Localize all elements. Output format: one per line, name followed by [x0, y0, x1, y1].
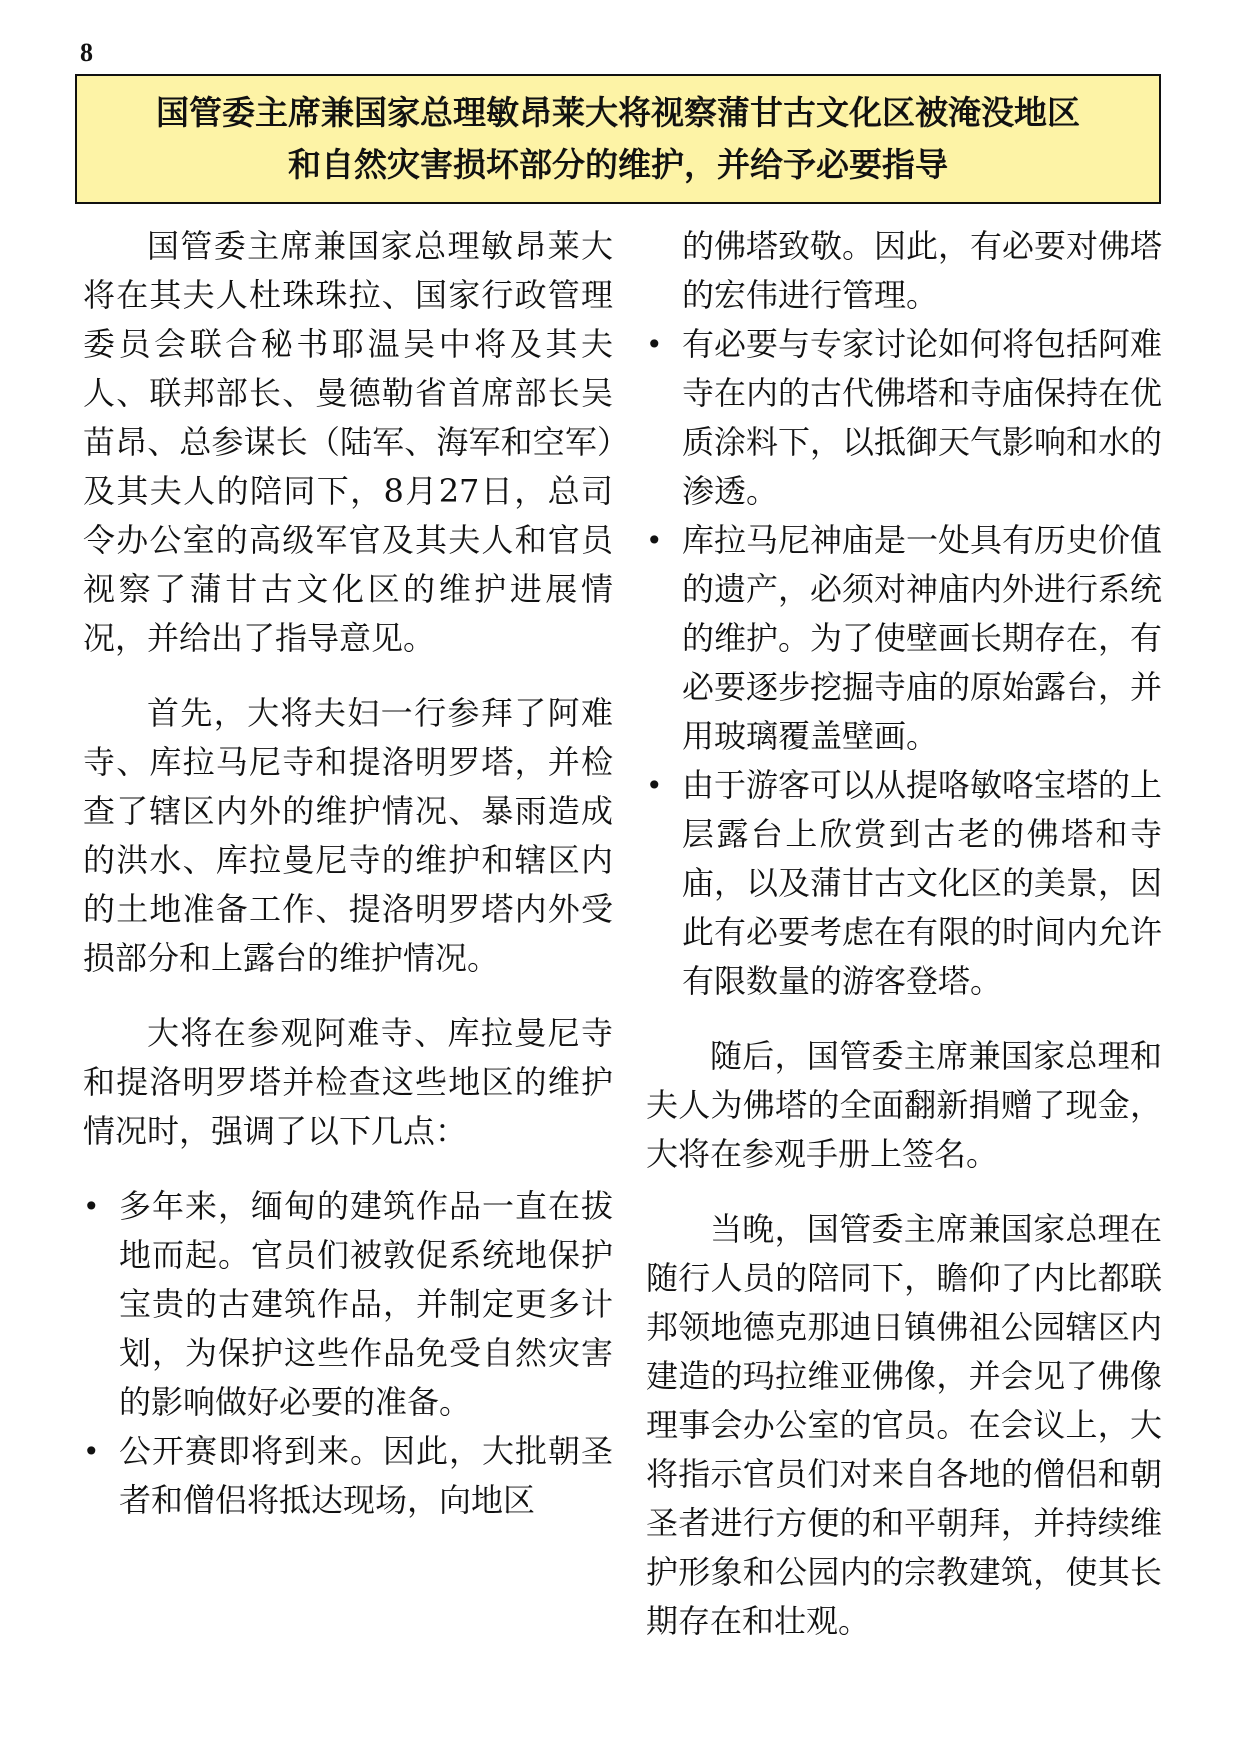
article-title-box	[75, 74, 1161, 204]
list-item-text: 有必要与专家讨论如何将包括阿难寺在内的古代佛塔和寺庙保持在优质涂料下，以抵御天气影响和水的渗透。	[682, 325, 1163, 510]
article-title-line-2: 和自然灾害损坏部分的维护，并给予必要指导	[288, 145, 948, 184]
bullet-icon: •	[646, 769, 663, 802]
paragraph-visit: 首先，大将夫妇一行参拜了阿难寺、库拉马尼寺和提洛明罗塔，并检查了辖区内外的维护情况、暴雨造成的洪水、库拉曼尼寺的维护和辖区内的土地准备工作、提洛明罗塔内外受损部分和上露台的维护情况。	[83, 694, 613, 977]
list-item-text: 库拉马尼神庙是一处具有历史价值的遗产，必须对神庙内外进行系统的维护。为了使壁画长期存在，有必要逐步挖掘寺庙的原始露台，并用玻璃覆盖壁画。	[682, 521, 1163, 755]
paragraph-donation: 随后，国管委主席兼国家总理和夫人为佛塔的全面翻新捐赠了现金，大将在参观手册上签名。	[646, 1037, 1162, 1173]
list-item-continued	[646, 222, 1162, 320]
list-item	[83, 1427, 613, 1525]
bullet-list-right	[646, 222, 1162, 1006]
bullet-icon: •	[646, 328, 663, 361]
paragraph-evening: 当晚，国管委主席兼国家总理在随行人员的陪同下，瞻仰了内比都联邦领地德克那迪日镇佛祖公园辖区内建造的玛拉维亚佛像，并会见了佛像理事会办公室的官员。在会议上，大将指示官员们对来自各地的僧侣和朝圣者进行方便的和平朝拜，并持续维护形象和公园内的宗教建筑，使其长期存在和壮观。	[646, 1210, 1162, 1640]
bullet-icon: •	[646, 524, 663, 557]
list-item-text: 由于游客可以从提咯敏咯宝塔的上层露台上欣赏到古老的佛塔和寺庙，以及蒲甘古文化区的美景，因此有必要考虑在有限的时间内允许有限数量的游客登塔。	[682, 766, 1163, 1000]
bullet-icon: •	[83, 1190, 100, 1223]
paragraph-points-intro: 大将在参观阿难寺、库拉曼尼寺和提洛明罗塔并检查这些地区的维护情况时，强调了以下几点：	[83, 1014, 613, 1150]
bullet-icon: •	[83, 1435, 100, 1468]
list-item	[646, 516, 1162, 761]
list-item	[646, 761, 1162, 1006]
list-item-text: 多年来，缅甸的建筑作品一直在拔地而起。官员们被敦促系统地保护宝贵的古建筑作品，并制定更多计划，为保护这些作品免受自然灾害的影响做好必要的准备。	[119, 1187, 613, 1421]
list-item-text: 公开赛即将到来。因此，大批朝圣者和僧侣将抵达现场，向地区	[119, 1432, 613, 1519]
list-item	[83, 1182, 613, 1427]
page-number: 8	[80, 38, 93, 67]
list-item-text: 的佛塔致敬。因此，有必要对佛塔的宏伟进行管理。	[682, 227, 1163, 314]
bullet-list-left	[83, 1182, 613, 1525]
list-item	[646, 320, 1162, 516]
right-column	[646, 222, 1162, 1672]
article-title-line-1: 国管委主席兼国家总理敏昂莱大将视察蒲甘古文化区被淹没地区	[156, 93, 1080, 132]
left-column	[83, 222, 613, 1551]
paragraph-intro: 国管委主席兼国家总理敏昂莱大将在其夫人杜珠珠拉、国家行政管理委员会联合秘书耶温吴中将及其夫人、联邦部长、曼德勒省首席部长吴苗昂、总参谋长（陆军、海军和空军）及其夫人的陪同下，8月27日，总司令办公室的高级军官及其夫人和官员视察了蒲甘古文化区的维护进展情况，并给出了指导意见。	[83, 227, 613, 657]
